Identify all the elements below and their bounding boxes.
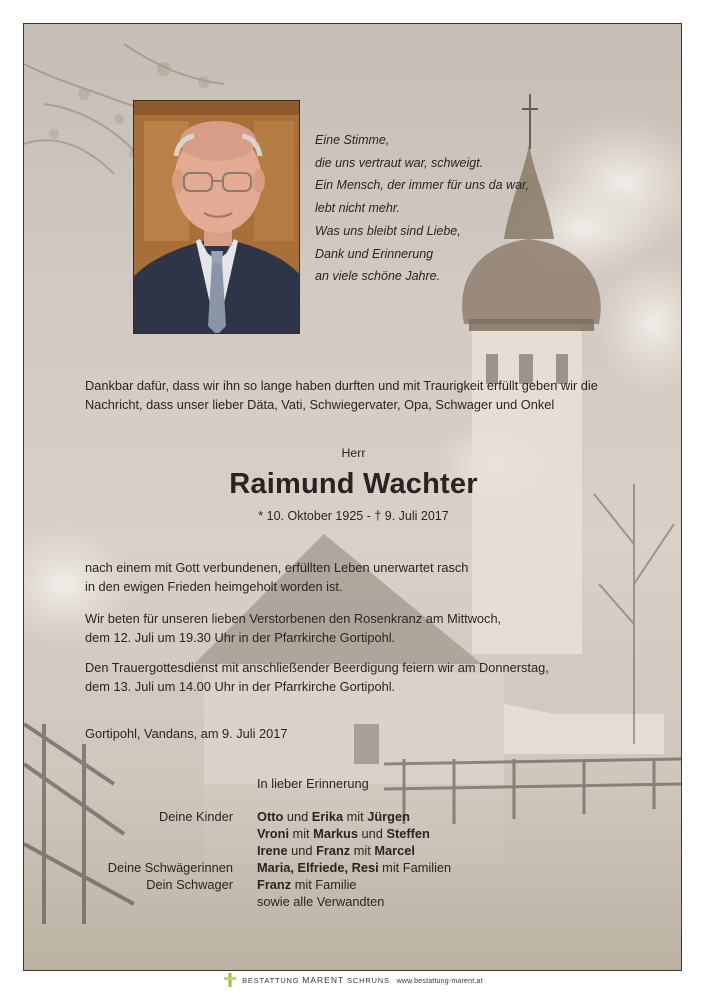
cross-logo-icon [224, 973, 236, 989]
company-town: SCHRUNS [347, 975, 390, 985]
paragraph-line: dem 13. Juli um 14.00 Uhr in der Pfarrkirche Gortipohl. [85, 678, 396, 694]
relatives-names: sowie alle Verwandten [257, 894, 385, 909]
relatives-names: Otto und Erika mit Jürgen [257, 809, 410, 824]
relatives-names: Vroni mit Markus und Steffen [257, 826, 430, 841]
paragraph-funeral [85, 659, 549, 696]
memory-heading: In lieber Erinnerung [257, 776, 369, 791]
poem-line: Was uns bleibt sind Liebe, [315, 223, 461, 238]
intro-line: Nachricht, dass unser lieber Däta, Vati, Schwiegervater, Opa, Schwager und Onkel [85, 396, 555, 412]
paragraph-line: in den ewigen Frieden heimgeholt worden ist. [85, 578, 343, 594]
relatives-row [24, 809, 682, 826]
portrait-photo [133, 100, 300, 334]
paragraph-line: Wir beten für unseren lieben Verstorbenen den Rosenkranz am Mittwoch, [85, 611, 502, 626]
relatives-label: Dein Schwager [146, 877, 233, 892]
relatives-row [24, 860, 682, 877]
relatives-row [24, 826, 682, 843]
relatives-names: Maria, Elfriede, Resi mit Familien [257, 860, 452, 875]
relatives-names: Irene und Franz mit Marcel [257, 843, 415, 858]
relatives-label: Deine Kinder [159, 809, 233, 824]
paragraph-line: nach einem mit Gott verbundenen, erfüllten Leben unerwartet rasch [85, 560, 469, 575]
relatives-label: Deine Schwägerinnen [107, 860, 233, 875]
paragraph-line: Den Trauergottesdienst mit anschließender Beerdigung feiern wir am Donnerstag, [85, 660, 549, 675]
relatives-row [24, 877, 682, 894]
poem-line: die uns vertraut war, schweigt. [315, 155, 484, 170]
relatives-row [24, 843, 682, 860]
paragraph-passing [85, 559, 468, 596]
deceased-name: Raimund Wachter [229, 468, 478, 500]
relatives-names: Franz mit Familie [257, 877, 357, 892]
poem-line: an viele schöne Jahre. [315, 269, 441, 284]
place-date: Gortipohl, Vandans, am 9. Juli 2017 [85, 726, 288, 741]
intro-text [85, 377, 645, 414]
poem-line: Ein Mensch, der immer für uns da war, [315, 178, 529, 193]
company-name-b: MARENT [302, 974, 345, 985]
paragraph-rosary [85, 610, 501, 647]
life-dates: * 10. Oktober 1925 - † 9. Juli 2017 [258, 509, 449, 523]
paragraph-line: dem 12. Juli um 19.30 Uhr in der Pfarrkirche Gortipohl. [85, 629, 396, 645]
poem-line: lebt nicht mehr. [315, 201, 400, 216]
footer [0, 973, 707, 989]
company-website: www.bestattung-marent.at [396, 977, 483, 985]
intro-line: Dankbar dafür, dass wir ihn so lange haben durften und mit Traurigkeit erfüllt geben wir die [85, 378, 598, 393]
poem [315, 129, 529, 288]
poem-line: Dank und Erinnerung [315, 246, 434, 261]
obituary-card [23, 23, 682, 971]
company-name-a: BESTATTUNG [242, 975, 300, 985]
salutation: Herr [341, 446, 366, 460]
poem-line: Eine Stimme, [315, 133, 390, 147]
relatives-row [24, 894, 682, 911]
